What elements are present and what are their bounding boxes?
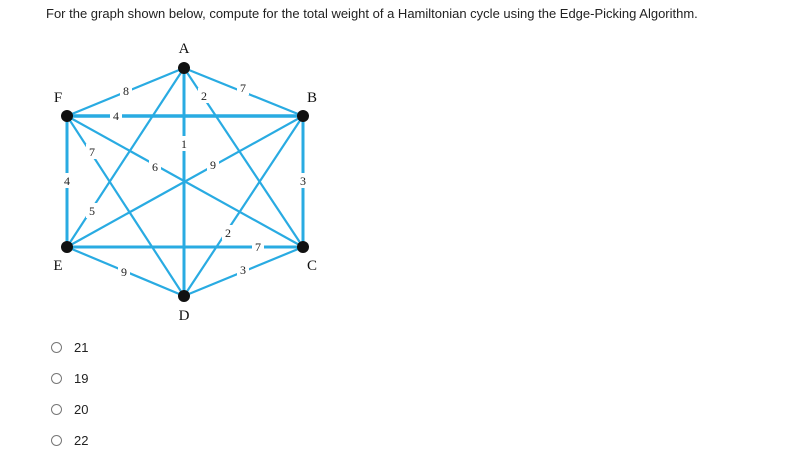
vertex-b <box>297 110 309 122</box>
vertex-label-d: D <box>178 308 190 324</box>
edge-weight-a-c: 2 <box>201 89 207 103</box>
vertex-d <box>178 290 190 302</box>
vertex-f <box>61 110 73 122</box>
edge-weight-d-f: 7 <box>89 145 95 159</box>
radio-button[interactable] <box>51 435 62 446</box>
vertex-label-a: A <box>178 41 190 57</box>
edges-layer <box>67 68 303 296</box>
answer-options <box>51 332 88 456</box>
edge-weight-b-e: 9 <box>210 158 216 172</box>
vertex-label-c: C <box>306 258 318 274</box>
edge-weight-b-d: 2 <box>225 226 231 240</box>
edge-weight-c-f: 6 <box>152 160 158 174</box>
option-1[interactable] <box>51 332 88 363</box>
radio-button[interactable] <box>51 373 62 384</box>
vertex-c <box>297 241 309 253</box>
vertex-label-e: E <box>53 258 63 274</box>
option-label: 22 <box>74 433 89 448</box>
question-text: For the graph shown below, compute for the total weight of a Hamiltonian cycle using the Edge-Picking Algorithm. <box>46 6 698 21</box>
edge-weight-e-f: 4 <box>64 174 70 188</box>
option-label: 21 <box>74 340 89 355</box>
edge-weight-d-e: 9 <box>121 265 127 279</box>
edge-weight-c-d: 3 <box>240 263 246 277</box>
radio-button[interactable] <box>51 404 62 415</box>
vertex-e <box>61 241 73 253</box>
option-4[interactable] <box>51 425 88 456</box>
edge-weight-a-e: 5 <box>89 204 95 218</box>
edge-weight-a-b: 7 <box>240 81 246 95</box>
vertex-a <box>178 62 190 74</box>
radio-button[interactable] <box>51 342 62 353</box>
edge-weight-b-f: 4 <box>113 109 119 123</box>
edge-weight-a-f: 8 <box>123 84 129 98</box>
edge-weight-a-d: 1 <box>181 137 187 151</box>
edge-weight-b-c: 3 <box>300 174 306 188</box>
option-label: 19 <box>74 371 89 386</box>
option-label: 20 <box>74 402 89 417</box>
vertex-label-b: B <box>306 90 318 106</box>
vertex-label-f: F <box>53 90 63 106</box>
edge-weight-c-e: 7 <box>255 240 261 254</box>
option-2[interactable] <box>51 363 88 394</box>
option-3[interactable] <box>51 394 88 425</box>
